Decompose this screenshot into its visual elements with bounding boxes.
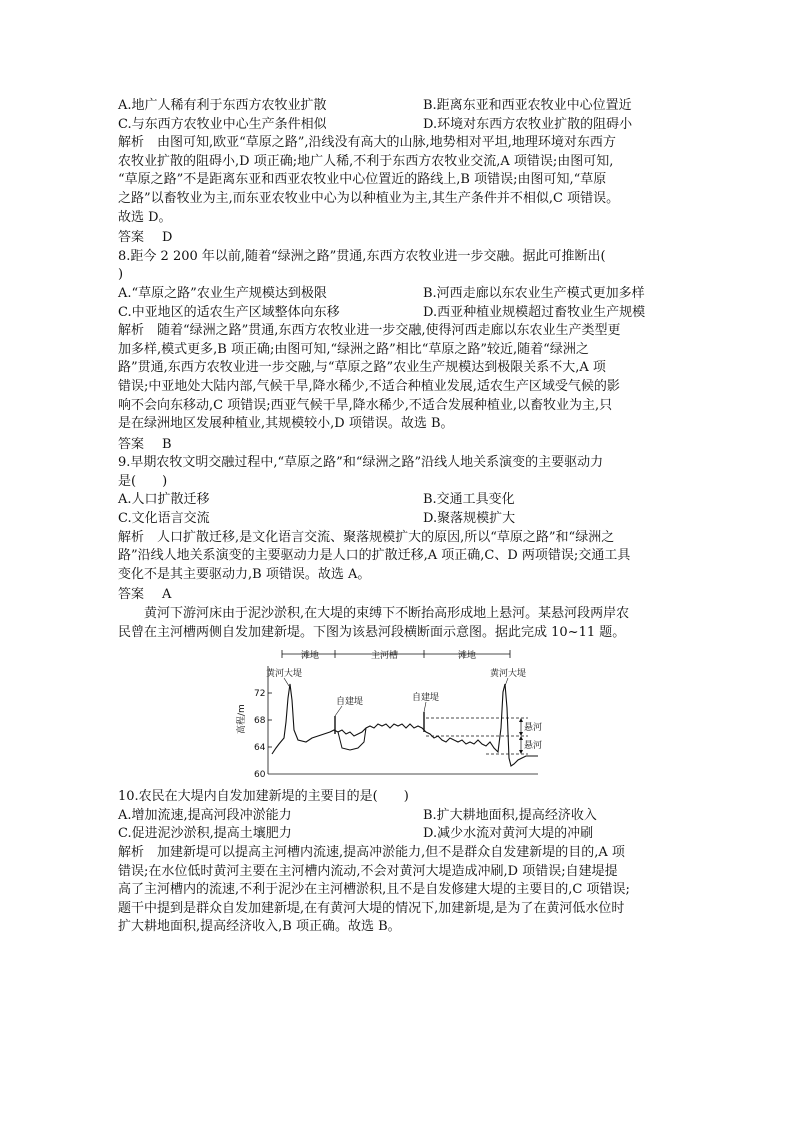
text-line: 扩大耕地面积,提高经济收入,B 项正确。故选 B。	[118, 919, 401, 935]
section-label-right: 滩地	[458, 651, 477, 662]
answer-key-label: 答案	[118, 587, 145, 603]
answer-line	[118, 229, 678, 248]
option-right: B.河西走廊以东农业生产模式更加多样	[423, 285, 645, 301]
ytick-64: 64	[254, 743, 266, 754]
option-left: C.促进泥沙淤积,提高土壤肥力	[118, 826, 292, 842]
ytick-72: 72	[254, 689, 266, 700]
text-line: 解析 加建新堤可以提高主河槽内流速,提高冲淤能力,但不是群众自发建新堤的目的,A 项	[118, 845, 625, 860]
option-right: B.扩大耕地面积,提高经济收入	[423, 807, 597, 823]
text-line: 错误;在水位低时黄河主要在主河槽内流动,不会对黄河大堤造成冲刷,D 项错误;自建堤提	[118, 863, 618, 879]
option-right: D.环境对东西方农牧业扩散的阻碍小	[423, 116, 633, 132]
levee-right-label: 黄河大堤	[490, 669, 527, 680]
text-line: 响不会向东移动,C 项错误;西亚气候干旱,降水稀少,不适合发展种植业,以畜牧业为主,只	[118, 397, 613, 413]
text-line: 9.早期农牧文明交融过程中,“草原之路”和“绿洲之路”沿线人地关系演变的主要驱动力	[118, 455, 604, 471]
option-row	[118, 97, 678, 116]
levee-left-label: 黄河大堤	[266, 669, 303, 680]
text-line: 高了主河槽内的流速,不利于泥沙在主河槽淤积,且不是自发修建大堤的主要目的,C 项错误;	[118, 882, 630, 898]
option-right: D.聚落规模扩大	[423, 511, 516, 527]
document-page	[118, 97, 678, 937]
text-line: 10.农民在大堤内自发加建新堤的主要目的是( )	[118, 789, 409, 805]
text-line: 路”贯通,东西方农牧业进一步交融,与“草原之路”农业生产规模达到极限关系不大,A 项	[118, 360, 606, 376]
text-line: “草原之路”不是距离东亚和西亚农牧业中心位置近的路线上,B 项错误;由图可知,“草原	[118, 172, 607, 188]
text-line: 变化不是其主要驱动力,B 项错误。故选 A。	[118, 566, 371, 582]
text-line: 是在绿洲地区发展种植业,其规模较小,D 项错误。故选 B。	[118, 416, 454, 432]
option-row	[118, 807, 678, 826]
self-built-levee-left-label: 自建堤	[336, 697, 364, 708]
text-line: 之路”以畜牧业为主,而东亚农牧业中心为以种植业为主,其生产条件并不相似,C 项错误。	[118, 190, 620, 206]
option-row	[118, 285, 678, 304]
option-right: D.减少水流对黄河大堤的冲刷	[423, 826, 594, 842]
section-label-main: 主河槽	[371, 651, 399, 662]
answer-key-label: 答案	[118, 436, 145, 452]
option-right: B.距离东亚和西亚农牧业中心位置近	[423, 98, 632, 113]
option-right: D.西亚种植业规模超过畜牧业生产规模	[423, 304, 646, 320]
hanging-river-upper-label: 悬河	[524, 723, 543, 734]
answer-value: D	[162, 230, 173, 246]
answer-line	[118, 586, 678, 605]
ytick-68: 68	[254, 716, 266, 727]
option-left: C.文化语言交流	[118, 511, 210, 527]
option-row	[118, 491, 678, 510]
text-line: 黄河下游河床由于泥沙淤积,在大堤的束缚下不断抬高形成地上悬河。某悬河段两岸农	[118, 606, 630, 622]
option-row	[118, 304, 678, 323]
section-label-left: 滩地	[301, 651, 320, 662]
text-line: 错误;中亚地处大陆内部,气候干旱,降水稀少,不适合种植业发展,适农生产区域受气候的影	[118, 378, 620, 394]
option-row	[118, 825, 678, 844]
option-left: A.增加流速,提高河段冲淤能力	[118, 807, 292, 823]
text-line: 8.距今 2 200 年以前,随着“绿洲之路”贯通,东西方农牧业进一步交融。据此可推断出(	[118, 248, 606, 264]
option-row	[118, 510, 678, 529]
option-left: A.地广人稀有利于东西方农牧业扩散	[118, 98, 327, 113]
self-built-levee-right-label: 自建堤	[412, 693, 440, 704]
option-right: B.交通工具变化	[423, 492, 515, 508]
option-left: C.与东西方农牧业中心生产条件相似	[118, 116, 327, 132]
text-line: )	[118, 267, 124, 283]
text-line: 解析 随着“绿洲之路”贯通,东西方农牧业进一步交融,使得河西走廊以东农业生产类型更	[118, 323, 621, 339]
option-left: A.人口扩散迁移	[118, 492, 210, 508]
text-line: 解析 由图可知,欧亚“草原之路”,沿线没有高大的山脉,地势相对平坦,地理环境对东西方	[118, 135, 616, 151]
option-left: C.中亚地区的适农生产区域整体向东移	[118, 304, 340, 320]
text-line: 路”沿线人地关系演变的主要驱动力是人口的扩散迁移,A 项正确,C、D 两项错误;交通工具	[118, 548, 631, 564]
answer-value: B	[162, 436, 172, 452]
text-line: 是( )	[118, 473, 168, 489]
text-line: 解析 人口扩散迁移,是文化语言交流、聚落规模扩大的原因,所以“草原之路”和“绿洲之	[118, 529, 615, 545]
main-channel	[338, 728, 366, 750]
text-line: 故选 D。	[118, 209, 172, 225]
ytick-60: 60	[254, 770, 266, 781]
text-line: 加多样,模式更多,B 项正确;由图可知,“绿洲之路”相比“草原之路”较近,随着“绿洲之	[118, 341, 589, 357]
answer-key-label: 答案	[118, 230, 145, 246]
river-cross-section-figure	[237, 648, 546, 784]
answer-value: A	[162, 587, 172, 603]
text-line: 民曾在主河槽两侧自发加建新堤。下图为该悬河段横断面示意图。据此完成 10~11 题。	[118, 624, 626, 640]
text-line: 农牧业扩散的阻碍小,D 项正确;地广人稀,不利于东西方农牧业交流,A 项错误;由图可知,	[118, 153, 614, 169]
option-row	[118, 116, 678, 135]
answer-line	[118, 436, 678, 455]
hanging-river-lower-label: 悬河	[524, 741, 543, 752]
text-line: 题干中提到是群众自发加建新堤,在有黄河大堤的情况下,加建新堤,是为了在黄河低水位时	[118, 900, 625, 916]
cross-section-svg	[237, 648, 546, 784]
option-left: A.“草原之路”农业生产规模达到极限	[118, 285, 327, 301]
y-axis-label: 高程/m	[237, 704, 247, 735]
